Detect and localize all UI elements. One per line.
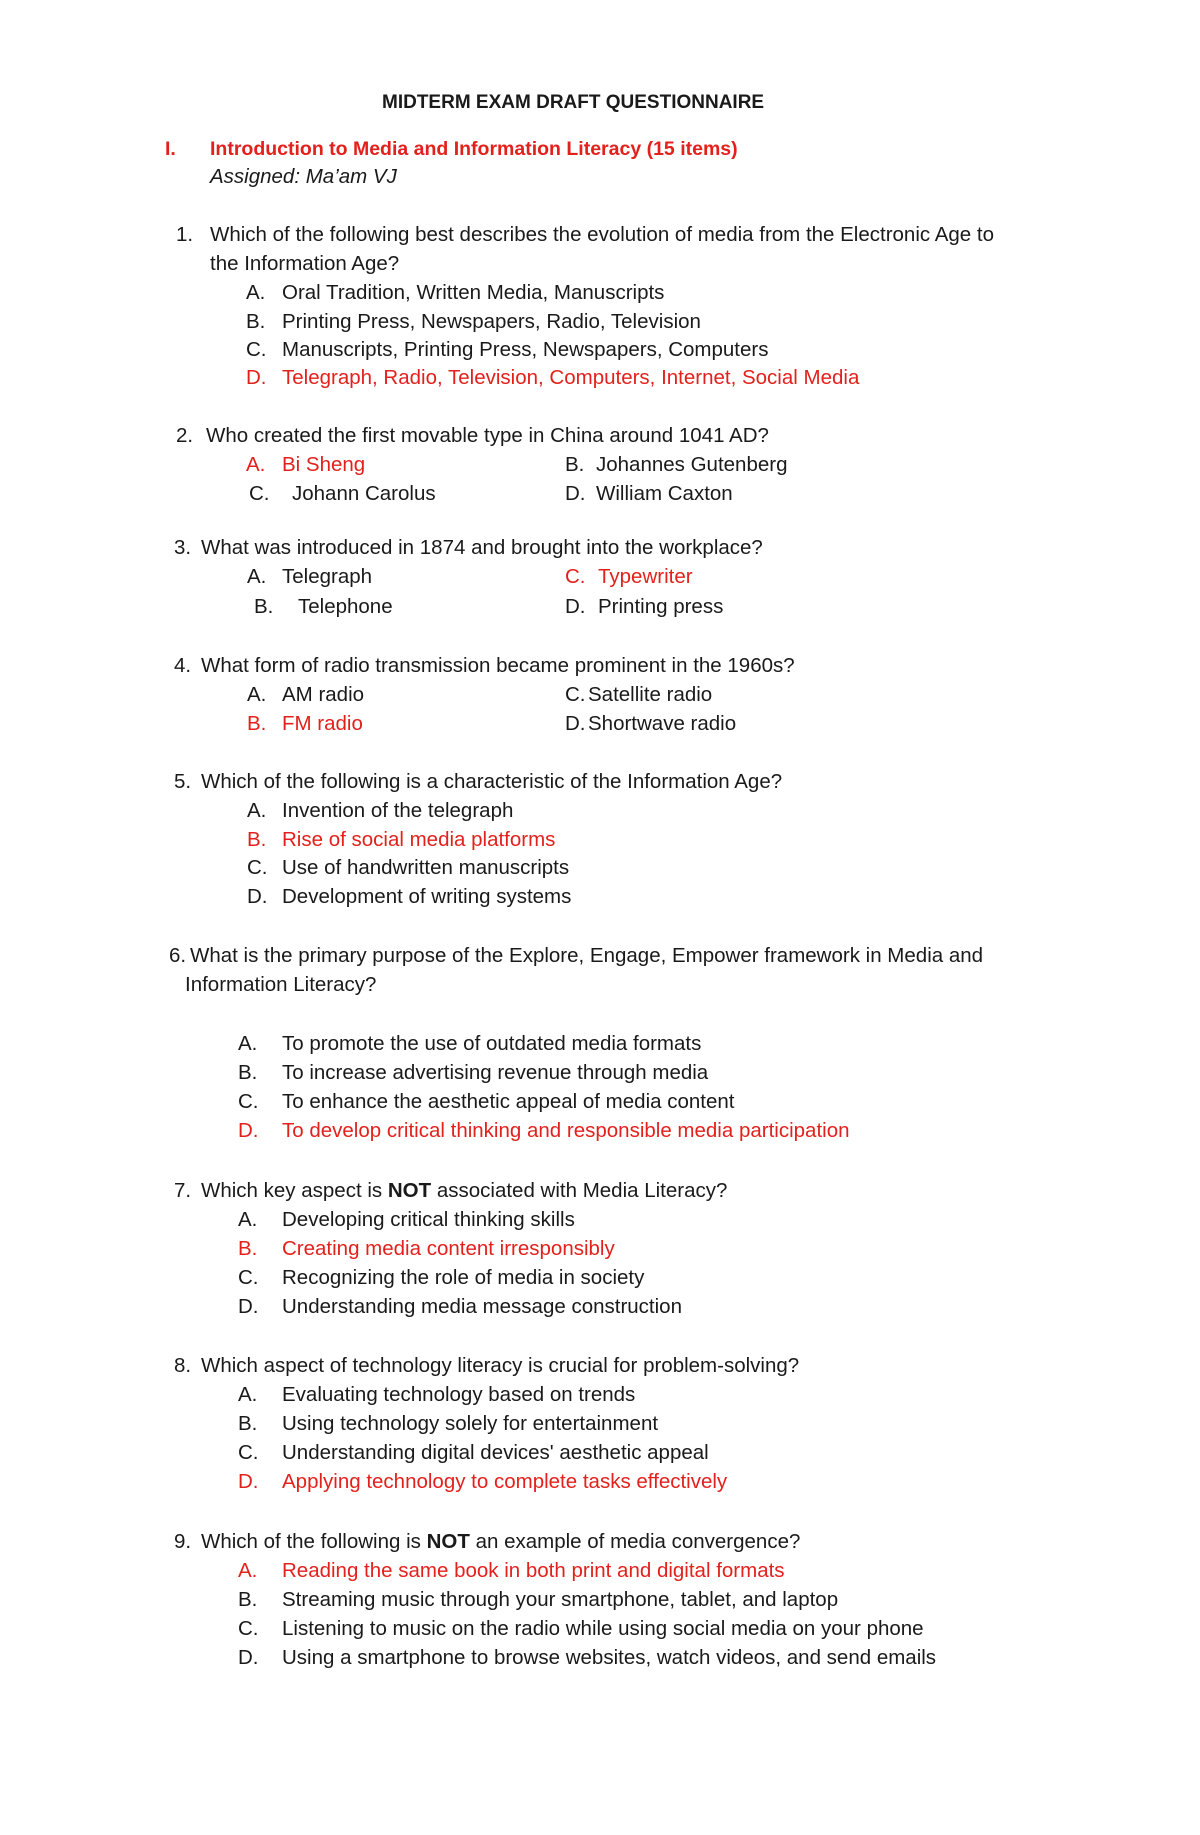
correct-option-letter: B. <box>238 1237 258 1260</box>
question-text: Which aspect of technology literacy is crucial for problem-solving? <box>201 1354 800 1377</box>
question-text-end: an example of media convergence? <box>475 1530 801 1553</box>
option-text: Understanding media message construction <box>282 1295 682 1318</box>
correct-option-letter: A. <box>246 453 266 476</box>
option-text: Streaming music through your smartphone, tablet, and laptop <box>282 1588 839 1611</box>
option-letter: A. <box>247 799 267 822</box>
option-text: To promote the use of outdated media formats <box>282 1032 702 1055</box>
question-text: Which of the following best describes the evolution of media from the Electronic Age to <box>210 223 994 246</box>
option-letter: C. <box>249 482 270 505</box>
correct-option-text: To develop critical thinking and responsible media participation <box>282 1119 850 1142</box>
question-emphasis: NOT <box>387 1179 432 1202</box>
question-emphasis: NOT <box>426 1530 470 1553</box>
section-title: Introduction to Media and Information Literacy (15 items) <box>210 138 738 160</box>
correct-option-letter: B. <box>247 828 267 851</box>
option-text: To enhance the aesthetic appeal of media content <box>282 1090 735 1113</box>
question-number: 8. <box>174 1354 192 1377</box>
option-text: AM radio <box>282 683 365 706</box>
question-text <box>201 1530 800 1554</box>
correct-option-letter: B. <box>247 712 267 735</box>
question-number: 7. <box>174 1179 192 1202</box>
question-text-continued: Information Literacy? <box>185 973 377 996</box>
correct-option-text: Creating media content irresponsibly <box>282 1237 615 1260</box>
correct-option-text: Applying technology to complete tasks effectively <box>282 1470 728 1493</box>
page-title: MIDTERM EXAM DRAFT QUESTIONNAIRE <box>382 92 765 113</box>
correct-option-letter: A. <box>238 1559 258 1582</box>
option-text: Telegraph <box>282 565 373 588</box>
option-letter: C. <box>246 338 267 361</box>
option-letter: B. <box>238 1412 258 1435</box>
option-text: Telephone <box>298 595 393 618</box>
question-text-start: Which of the following is <box>201 1530 421 1553</box>
question-text: What form of radio transmission became prominent in the 1960s? <box>201 654 795 677</box>
option-letter: B. <box>254 595 274 618</box>
correct-option-letter: D. <box>238 1119 259 1142</box>
option-text: To increase advertising revenue through media <box>282 1061 709 1084</box>
question-number: 1. <box>176 223 194 246</box>
option-text: Development of writing systems <box>282 885 572 908</box>
option-letter: C. <box>247 856 268 879</box>
question-text: Who created the first movable type in China around 1041 AD? <box>206 424 769 447</box>
option-letter: B. <box>246 310 266 333</box>
option-letter: B. <box>238 1061 258 1084</box>
option-letter: A. <box>238 1383 258 1406</box>
option-letter: C. <box>238 1617 259 1640</box>
option-letter: C. <box>238 1090 259 1113</box>
option-letter: C. <box>565 683 586 706</box>
question-number: 5. <box>174 770 192 793</box>
correct-option-letter: D. <box>246 366 267 389</box>
correct-option-text: Telegraph, Radio, Television, Computers, Internet, Social Media <box>282 366 860 389</box>
option-letter: D. <box>238 1646 259 1669</box>
option-text: Johann Carolus <box>292 482 436 505</box>
question-number: 9. <box>174 1530 192 1553</box>
option-text: Using technology solely for entertainment <box>282 1412 659 1435</box>
option-text: Listening to music on the radio while using social media on your phone <box>282 1617 924 1640</box>
question-text: What was introduced in 1874 and brought into the workplace? <box>201 536 763 559</box>
option-text: Developing critical thinking skills <box>282 1208 575 1231</box>
option-text: Manuscripts, Printing Press, Newspapers, Computers <box>282 338 769 361</box>
correct-option-text: Bi Sheng <box>282 453 366 476</box>
question-number: 4. <box>174 654 192 677</box>
question-number: 3. <box>174 536 192 559</box>
correct-option-text: Reading the same book in both print and digital formats <box>282 1559 785 1582</box>
option-letter: A. <box>247 565 267 588</box>
correct-option-letter: C. <box>565 565 586 588</box>
question-number: 6. <box>169 944 187 967</box>
option-text: Printing Press, Newspapers, Radio, Television <box>282 310 701 333</box>
option-text: William Caxton <box>596 482 733 505</box>
option-text: Shortwave radio <box>588 712 737 735</box>
option-letter: B. <box>238 1588 258 1611</box>
option-text: Johannes Gutenberg <box>596 453 788 476</box>
option-letter: D. <box>565 482 586 505</box>
question-text-start: Which key aspect is <box>201 1179 383 1202</box>
option-letter: A. <box>247 683 267 706</box>
question-number: 2. <box>176 424 194 447</box>
option-text: Invention of the telegraph <box>282 799 514 822</box>
question-text: Which of the following is a characteristic of the Information Age? <box>201 770 783 793</box>
option-letter: D. <box>565 595 586 618</box>
option-letter: B. <box>565 453 585 476</box>
option-text: Recognizing the role of media in society <box>282 1266 645 1289</box>
option-letter: A. <box>246 281 266 304</box>
option-letter: C. <box>238 1441 259 1464</box>
option-text: Use of handwritten manuscripts <box>282 856 570 879</box>
option-letter: D. <box>247 885 268 908</box>
option-letter: C. <box>238 1266 259 1289</box>
section-assigned: Assigned: Ma’am VJ <box>210 165 397 188</box>
question-text <box>201 1179 727 1203</box>
option-letter: A. <box>238 1032 258 1055</box>
option-letter: D. <box>565 712 586 735</box>
question-text: What is the primary purpose of the Explore, Engage, Empower framework in Media and <box>190 944 984 967</box>
section-number: I. <box>165 138 176 160</box>
option-text: Evaluating technology based on trends <box>282 1383 636 1406</box>
correct-option-letter: D. <box>238 1470 259 1493</box>
option-text: Printing press <box>598 595 724 618</box>
option-letter: D. <box>238 1295 259 1318</box>
option-text: Using a smartphone to browse websites, watch videos, and send emails <box>282 1646 937 1669</box>
correct-option-text: FM radio <box>282 712 363 735</box>
question-text-end: associated with Media Literacy? <box>436 1179 728 1202</box>
correct-option-text: Rise of social media platforms <box>282 828 556 851</box>
question-text-continued: the Information Age? <box>210 252 400 275</box>
option-text: Oral Tradition, Written Media, Manuscripts <box>282 281 665 304</box>
correct-option-text: Typewriter <box>598 565 693 588</box>
option-letter: A. <box>238 1208 258 1231</box>
option-text: Understanding digital devices' aesthetic appeal <box>282 1441 709 1464</box>
option-text: Satellite radio <box>588 683 713 706</box>
